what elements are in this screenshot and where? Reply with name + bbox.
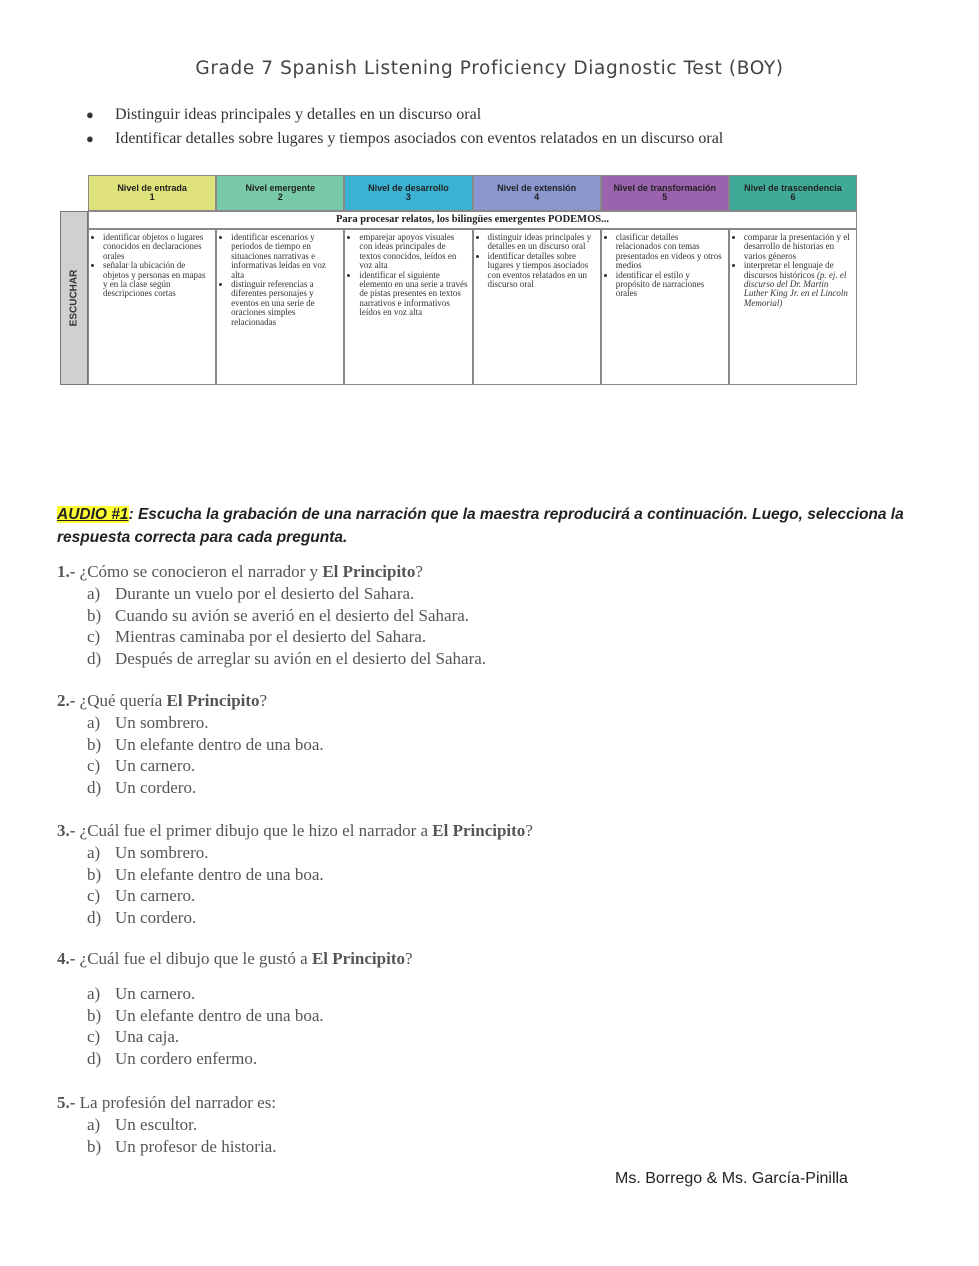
level-header-3: Nivel de desarrollo 3	[344, 175, 472, 211]
rubric-cell-1: • identificar objetos o lugares conocidos en declaraciones orales • señalar la ubicación de objetos y personas en mapas y en la clase según descripciones cortas	[88, 229, 216, 385]
answer-option[interactable]: d) Un cordero.	[87, 777, 197, 797]
rubric-cell-note: (p. ej. el discurso del Dr. Martin Luther King Jr. en el Lincoln Memorial)	[743, 269, 848, 308]
objectives-list	[86, 103, 723, 151]
answer-option[interactable]: b) Un elefante dentro de una boa.	[87, 734, 324, 754]
audio-instruction-text: : Escucha la grabación de una narración que la maestra reproducirá a continuación. Luego, selecciona la respuesta correcta para cada pregunta.	[57, 506, 904, 546]
rubric-cell-6: • comparar la presentación y el desarrollo de historias en varios géneros • interpretar el lenguaje de discursos históricos (p. ej. el discurso del Dr. Martin Luther King Jr. en el Lincoln Memorial)	[729, 229, 857, 385]
objective-text: Identificar detalles sobre lugares y tiempos asociados con eventos relatados en un discurso oral	[115, 130, 724, 147]
answer-option[interactable]: c) Un carnero.	[87, 886, 196, 905]
rubric-level-headers	[88, 175, 857, 211]
question-1: 1.- ¿Cómo se conocieron el narrador y El Principito? a) Durante un vuelo por el desierto del Sahara. b) Cuando su avión se averió en el desierto del Sahara. c) Mientras caminaba por el desierto del Sahara. d) Después de arreglar su avión en el desierto del Sahara.	[57, 561, 917, 669]
answer-option[interactable]: a) Durante un vuelo por el desierto del Sahara.	[87, 584, 415, 603]
rubric-banner: Para procesar relatos, los bilingües emergentes PODEMOS...	[88, 211, 857, 229]
rubric-cell-2: • identificar escenarios y períodos de tiempo en situaciones narrativas e informativas leídas en voz alta • distinguir referencias a diferentes personajes y eventos en una serie de oraciones simples relacionadas	[216, 229, 344, 385]
objective-item	[86, 127, 723, 151]
answer-option[interactable]: c) Mientras caminaba por el desierto del Sahara.	[87, 627, 427, 646]
rubric-cell-4: • distinguir ideas principales y detalles en un discurso oral • identificar detalles sobre lugares y tiempos asociados con eventos relatados en un discurso oral	[473, 229, 601, 385]
bullet-icon: ●	[86, 131, 94, 146]
answer-option[interactable]: a) Un carnero.	[87, 984, 196, 1003]
answer-option[interactable]: d) Un cordero.	[87, 907, 197, 927]
audio-label: AUDIO #1	[57, 506, 129, 523]
rubric-cell-3: • emparejar apoyos visuales con ideas principales de textos conocidos, leídos en voz alta • identificar el siguiente elemento en una serie a través de pistas presentes en textos narrativos e informativos leídos en voz alta	[344, 229, 472, 385]
question-3: 3.- ¿Cuál fue el primer dibujo que le hizo el narrador a El Principito? a) Un sombrero. b) Un elefante dentro de una boa. c) Un carnero. d) Un cordero.	[57, 820, 917, 928]
rubric-table	[60, 175, 857, 386]
answer-option[interactable]: d) Después de arreglar su avión en el desierto del Sahara.	[87, 648, 487, 668]
level-header-5: Nivel de transformación 5	[601, 175, 729, 211]
answer-option[interactable]: b) Un profesor de historia.	[87, 1136, 277, 1156]
level-header-2: Nivel emergente 2	[216, 175, 344, 211]
question-2: 2.- ¿Qué quería El Principito? a) Un sombrero. b) Un elefante dentro de una boa. c) Un carnero. d) Un cordero.	[57, 690, 917, 798]
level-header-1: Nivel de entrada 1	[88, 175, 216, 211]
answer-option[interactable]: a) Un sombrero.	[87, 843, 209, 862]
question-5: 5.- La profesión del narrador es: a) Un escultor. b) Un profesor de historia.	[57, 1092, 917, 1157]
rubric-cell-5: • clasificar detalles relacionados con temas presentados en videos y otros medios • identificar el estilo y propósito de narraciones orales	[601, 229, 729, 385]
objective-text: Distinguir ideas principales y detalles en un discurso oral	[115, 106, 482, 123]
level-header-4: Nivel de extensión 4	[473, 175, 601, 211]
answer-option[interactable]: c) Un carnero.	[87, 756, 196, 775]
rubric-side-label: ESCUCHAR	[60, 211, 88, 385]
rubric-cells	[88, 229, 857, 385]
bullet-icon: ●	[86, 107, 94, 122]
audio-instruction	[57, 503, 937, 549]
answer-option[interactable]: b) Un elefante dentro de una boa.	[87, 1005, 324, 1025]
answer-option[interactable]: b) Cuando su avión se averió en el desierto del Sahara.	[87, 605, 470, 625]
answer-option[interactable]: a) Un escultor.	[87, 1115, 198, 1134]
answer-option[interactable]: d) Un cordero enfermo.	[87, 1048, 258, 1068]
footer-authors: Ms. Borrego & Ms. García-Pinilla	[615, 1170, 848, 1187]
answer-option[interactable]: a) Un sombrero.	[87, 713, 209, 732]
level-header-6: Nivel de trascendencia 6	[729, 175, 857, 211]
page-title: Grade 7 Spanish Listening Proficiency Diagnostic Test (BOY)	[195, 58, 784, 79]
answer-option[interactable]: b) Un elefante dentro de una boa.	[87, 864, 324, 884]
answer-option[interactable]: c) Una caja.	[87, 1027, 180, 1046]
objective-item	[86, 103, 723, 127]
question-4: 4.- ¿Cuál fue el dibujo que le gustó a El Principito? a) Un carnero. b) Un elefante dentro de una boa. c) Una caja. d) Un cordero enfermo.	[57, 948, 917, 1069]
